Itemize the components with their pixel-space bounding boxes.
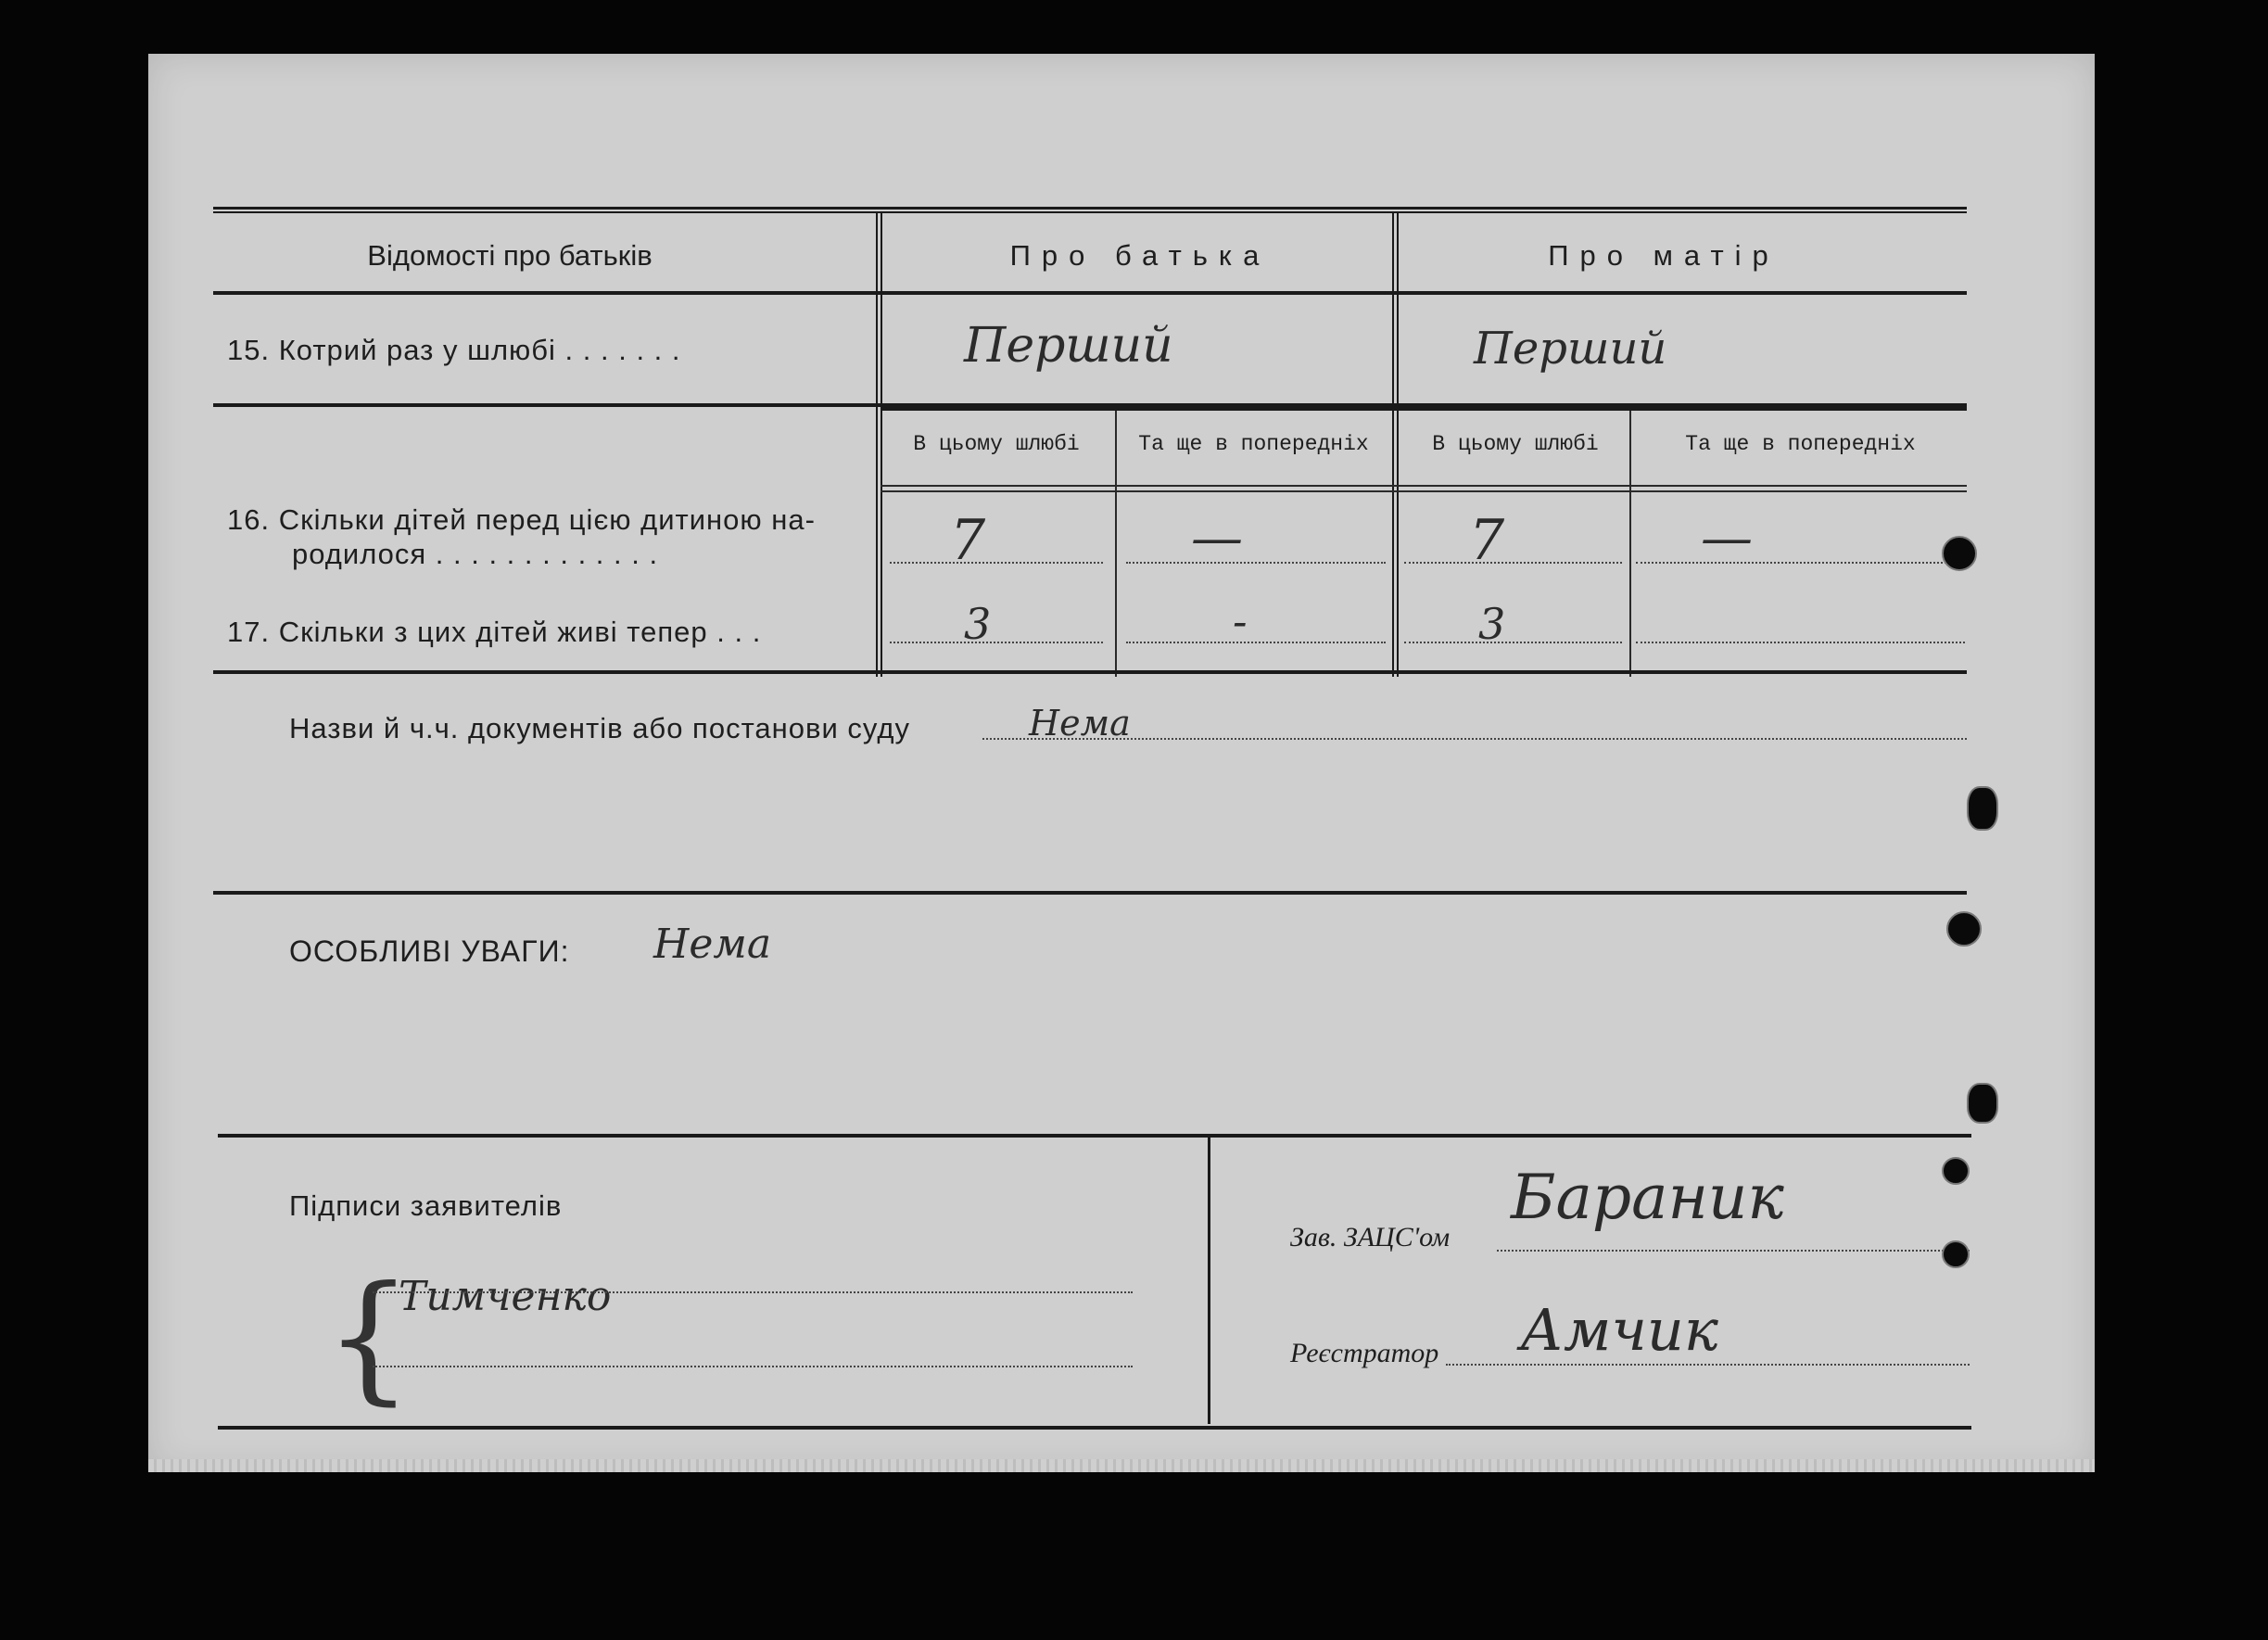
row15-label: 15. Котрий раз у шлюбі . . . . . . .	[227, 334, 681, 366]
form-sheet	[148, 54, 2095, 1472]
row16-dotline-father	[890, 562, 1103, 564]
punch-hole	[1967, 1083, 1998, 1124]
subheader-bottom-rule-2	[881, 490, 1967, 492]
subheader-bottom-rule	[881, 485, 1967, 487]
punch-hole	[1942, 1157, 1970, 1185]
header-about-father: Про батька	[1009, 239, 1271, 272]
subcolumn-divider-father	[1115, 411, 1117, 677]
row16-father-previous: —	[1191, 508, 1243, 568]
row17-mother-current: 3	[1478, 599, 1506, 649]
header-about-mother: Про матір	[1548, 239, 1780, 272]
row16-label-line2: родилося . . . . . . . . . . . . .	[292, 538, 659, 570]
row16-label-line1: 16. Скільки дітей перед цією дитиною на-	[227, 503, 816, 536]
documents-dotline	[982, 738, 1967, 740]
documents-value: Нема	[1029, 703, 1131, 744]
row17-dotline-father-prev	[1126, 642, 1386, 643]
table-bottom-rule	[213, 670, 1967, 674]
punch-hole	[1942, 536, 1977, 571]
sheet-bottom-edge	[148, 1459, 2095, 1472]
bottom-rule	[218, 1426, 1971, 1430]
row17-dotline-father	[890, 642, 1103, 643]
remarks-label: ОСОБЛИВІ УВАГИ:	[289, 934, 570, 968]
row16-mother-current: 7	[1469, 508, 1505, 573]
header-parents-info: Відомості про батьків	[367, 239, 653, 272]
punch-hole	[1942, 1240, 1970, 1268]
head-of-registry-signature: Бараник	[1511, 1162, 1784, 1233]
remarks-value: Нема	[653, 921, 772, 968]
header-rule	[213, 291, 1967, 295]
column-divider-2	[1392, 213, 1399, 677]
row17-dotline-mother	[1404, 642, 1622, 643]
signature-section-divider	[1208, 1137, 1210, 1424]
row17-dotline-mother-prev	[1636, 642, 1965, 643]
top-rule	[213, 207, 1967, 213]
row17-father-previous: -	[1233, 596, 1248, 646]
subcolumn-divider-mother	[1629, 411, 1631, 677]
row16-dotline-father-prev	[1126, 562, 1386, 564]
row16-dotline-mother	[1404, 562, 1622, 564]
head-of-registry-label: Зав. ЗАЦС'ом	[1290, 1222, 1451, 1252]
subheader-mother-current: В цьому шлюбі	[1432, 432, 1599, 456]
applicant-signature: Тимченко	[399, 1273, 612, 1320]
row17-father-current: 3	[964, 599, 992, 649]
row16-mother-previous: —	[1701, 508, 1753, 568]
applicants-signature-label: Підписи заявителів	[289, 1189, 563, 1222]
registrar-signature: Амчик	[1520, 1296, 1718, 1364]
applicant-signature-line-1	[373, 1291, 1133, 1293]
punch-hole	[1946, 911, 1982, 947]
documents-section-rule	[213, 891, 1967, 895]
subheader-father-previous: Та ще в попередніх	[1138, 432, 1369, 456]
applicant-signature-line-2	[373, 1366, 1133, 1367]
row15-father-value: Перший	[964, 318, 1173, 374]
registrar-signature-line	[1446, 1364, 1970, 1366]
subheader-father-current: В цьому шлюбі	[913, 432, 1080, 456]
documents-label: Назви й ч.ч. документів або постанови суду	[289, 712, 910, 744]
subheader-mother-previous: Та ще в попередніх	[1685, 432, 1916, 456]
row16-dotline-mother-prev	[1636, 562, 1965, 564]
registrar-label: Реєстратор	[1290, 1338, 1439, 1368]
punch-hole	[1967, 786, 1998, 831]
head-signature-line	[1497, 1250, 1970, 1252]
row15-mother-value: Перший	[1474, 323, 1667, 375]
row17-label: 17. Скільки з цих дітей живі тепер . . .	[227, 616, 762, 648]
subheader-top-rule	[881, 407, 1967, 411]
applicants-brace: {	[324, 1257, 413, 1418]
signature-section-top-rule	[218, 1134, 1971, 1138]
row16-father-current: 7	[950, 508, 986, 573]
